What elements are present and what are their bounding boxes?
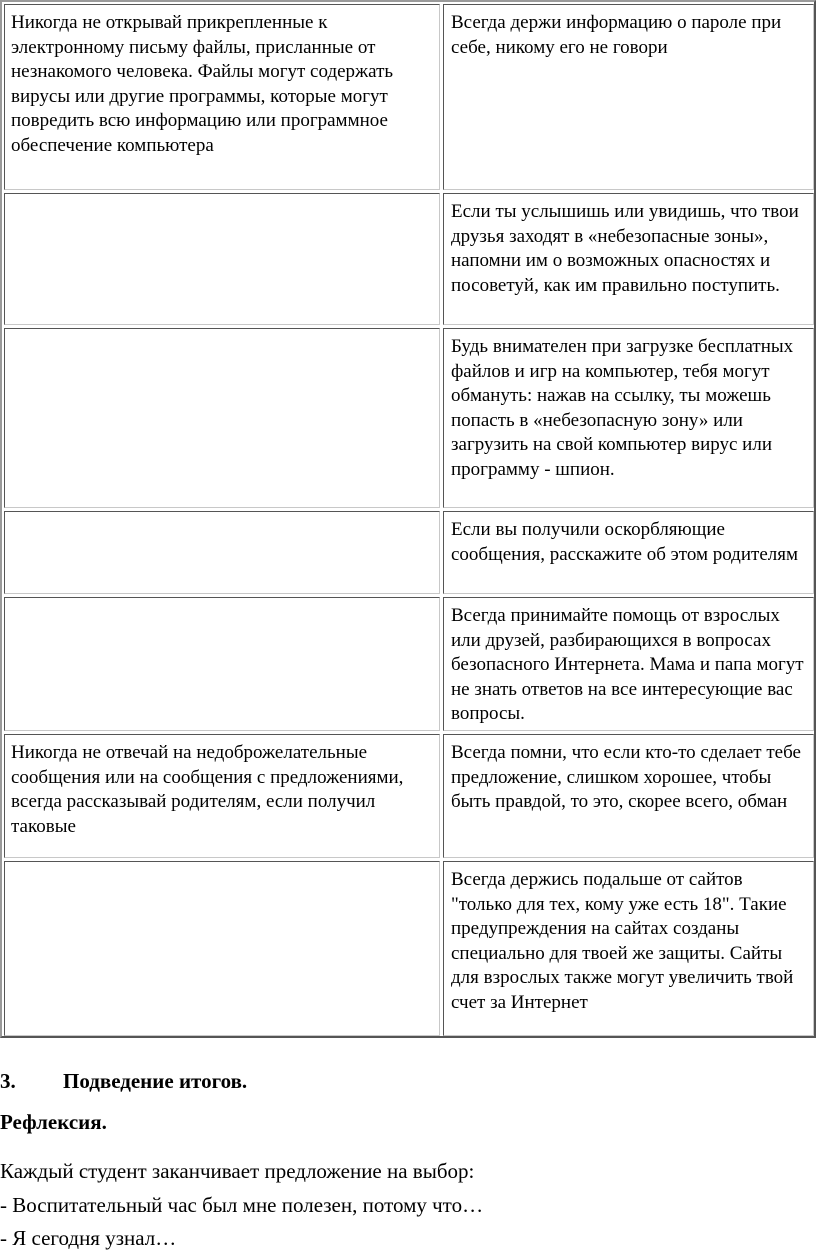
table-cell-right — [443, 4, 814, 190]
table-cell-left — [4, 597, 440, 731]
table-cell-right — [443, 193, 814, 325]
table-cell-right — [443, 597, 814, 731]
table-cell-right — [443, 861, 814, 1036]
section-title: Подведение итогов. — [63, 1069, 248, 1093]
table-cell-right — [443, 511, 814, 594]
cell-text: Всегда принимайте помощь от взрослых или друзей, разбирающихся в вопросах безопасного Интернета. Мама и папа могут не знать ответов на все интересующие вас вопросы. — [451, 605, 804, 724]
cell-text: Будь внимателен при загрузке бесплатных файлов и игр на компьютер, тебя могут обмануть: нажав на ссылку, ты можешь попасть в «небезопасную зону» или загрузить на свой компьютер вирус или программу - шпион. — [451, 336, 794, 480]
table-cell-right — [443, 734, 814, 858]
reflection-heading: Рефлексия. — [0, 1110, 107, 1134]
table-cell-left — [4, 511, 440, 594]
paragraph: - Воспитательный час был мне полезен, потому что… — [0, 1193, 484, 1217]
cell-text: Всегда держись подальше от сайтов "только для тех, кому уже есть 18". Такие предупреждения на сайтах созданы специально для твоей же защиты. Сайты для взрослых также могут увеличить твой счет за Интернет — [451, 869, 794, 1013]
paragraph: Каждый студент заканчивает предложение на выбор: — [0, 1159, 475, 1183]
table-cell-right — [443, 328, 814, 508]
table-cell-left — [4, 861, 440, 1036]
cell-text: Всегда держи информацию о пароле при себе, никому его не говори — [451, 12, 782, 58]
table-cell-left — [4, 4, 440, 190]
table-cell-left — [4, 193, 440, 325]
cell-text: Если ты услышишь или увидишь, что твои друзья заходят в «небезопасные зоны», напомни им о возможных опасностях и посоветуй, как им правильно поступить. — [451, 201, 799, 296]
cell-text: Если вы получили оскорбляющие сообщения, расскажите об этом родителям — [451, 519, 799, 565]
table-cell-left — [4, 328, 440, 508]
table-cell-left — [4, 734, 440, 858]
cell-text: Никогда не отвечай на недоброжелательные сообщения или на сообщения с предложениями, всегда рассказывай родителям, если получил таковые — [11, 742, 404, 837]
cell-text: Всегда помни, что если кто-то сделает тебе предложение, слишком хорошее, чтобы быть правдой, то это, скорее всего, обман — [451, 742, 801, 812]
section-number: 3. — [0, 1069, 16, 1093]
paragraph: - Я сегодня узнал… — [0, 1226, 177, 1250]
cell-text: Никогда не открывай прикрепленные к электронному письму файлы, присланные от незнакомого человека. Файлы могут содержать вирусы или другие программы, которые могут повредить всю информацию или программное обеспечение компьютера — [11, 12, 394, 156]
